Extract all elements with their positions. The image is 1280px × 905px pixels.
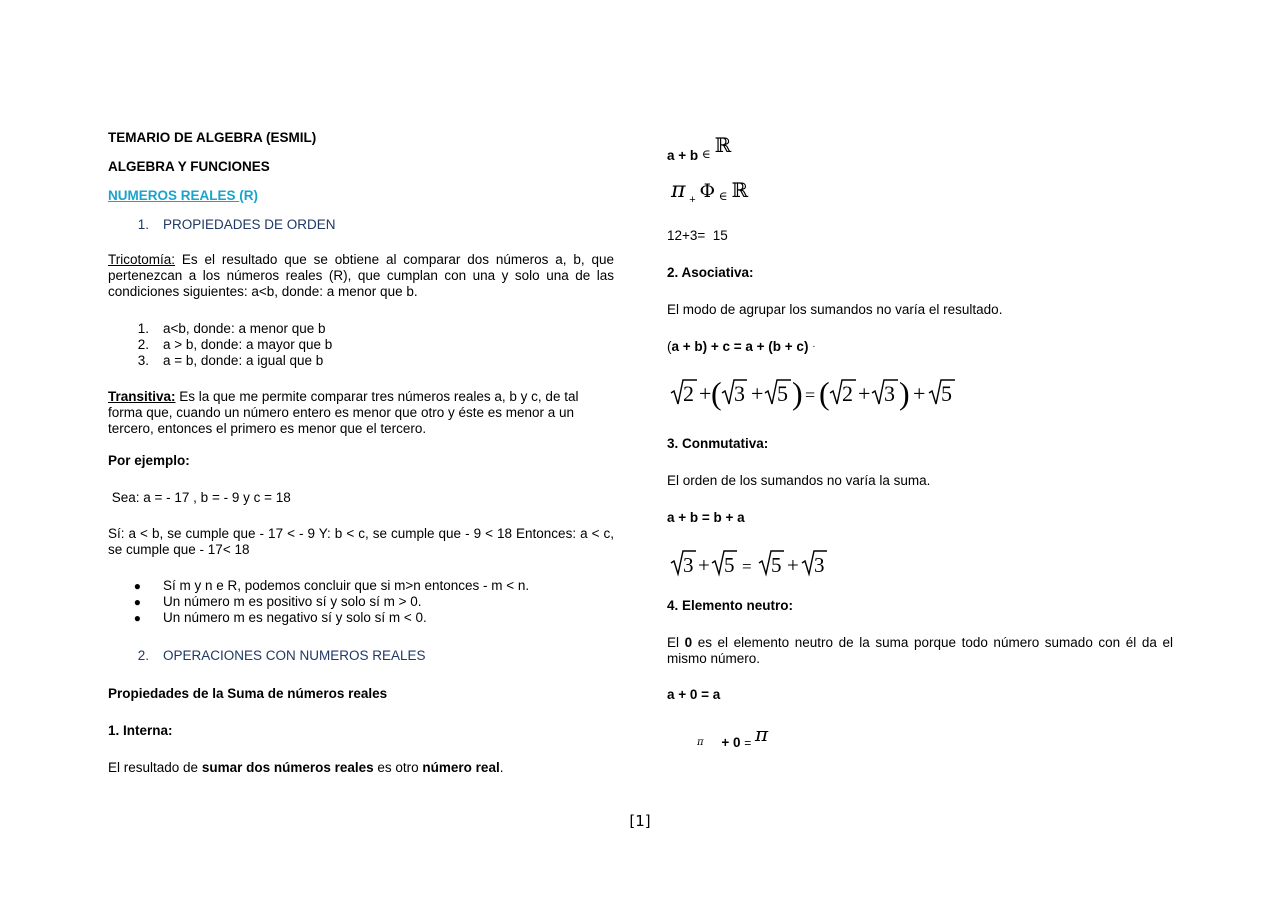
pi-symbol: π xyxy=(755,722,769,746)
svg-text:+: + xyxy=(751,381,764,406)
list-item xyxy=(108,353,332,369)
text-run-bold: número real xyxy=(422,760,500,775)
svg-text:2: 2 xyxy=(842,381,853,406)
conmutativa-text: El orden de los sumandos no varía la suma. xyxy=(667,473,931,488)
svg-text:3: 3 xyxy=(814,553,825,577)
list-item-number: 3. xyxy=(137,353,149,368)
svg-text:(: ( xyxy=(711,375,722,411)
text-run: . xyxy=(499,760,504,775)
svg-text:): ) xyxy=(792,375,803,411)
list-item xyxy=(108,321,332,337)
phi-symbol: Φ xyxy=(699,180,716,202)
bullet-icon: ● xyxy=(133,579,141,593)
formula-paren: ( xyxy=(667,339,672,354)
sqrt-associative-formula xyxy=(667,372,967,414)
asociativa-heading: 2. Asociativa: xyxy=(667,265,754,280)
tricotomia-text: Es el resultado que se obtiene al comparar dos números a, b, que pertenezcan a los números reales (R), que cumplan con una y solo una de las condiciones siguientes: a<b, donde: a menor que b. xyxy=(108,252,614,299)
real-numbers-symbol: ℝ xyxy=(731,178,749,202)
pi-plus-zero-formula xyxy=(697,722,768,750)
bullet-icon: ● xyxy=(133,595,141,609)
interna-heading: 1. Interna: xyxy=(108,723,173,738)
svg-text:5: 5 xyxy=(771,553,782,577)
pi-symbol-small: π xyxy=(697,737,704,748)
svg-text:3: 3 xyxy=(884,381,895,406)
transitiva-paragraph xyxy=(108,389,598,437)
neutro-paragraph xyxy=(667,635,1173,667)
list-item xyxy=(108,337,332,353)
bullet-item xyxy=(108,610,529,626)
sea-text: Sea: a = - 17 , b = - 9 y c = 18 xyxy=(108,490,291,505)
resultado-paragraph xyxy=(108,760,503,775)
bullet-item xyxy=(108,578,529,594)
svg-text:2: 2 xyxy=(683,381,694,406)
svg-text:3: 3 xyxy=(734,381,745,406)
section-link[interactable]: NUMEROS REALES xyxy=(108,188,240,203)
conmutativa-formula: a + b = b + a xyxy=(667,510,745,525)
bullet-item xyxy=(108,594,529,610)
document-title: TEMARIO DE ALGEBRA (ESMIL) xyxy=(108,130,317,145)
bullet-text: Un número m es negativo sí y solo sí m < 0. xyxy=(163,610,427,625)
asociativa-text: El modo de agrupar los sumandos no varía el resultado. xyxy=(667,302,1003,317)
tricotomia-label: Tricotomía: xyxy=(108,252,176,267)
list-item-number: 2. xyxy=(137,337,149,352)
neutro-formula: a + 0 = a xyxy=(667,687,721,702)
asociativa-formula xyxy=(667,339,816,354)
svg-text:+: + xyxy=(858,381,871,406)
ejemplo-label: Por ejemplo: xyxy=(108,453,190,468)
text-run: es el elemento neutro de la suma porque todo número sumado con él da el mismo número. xyxy=(667,635,1173,666)
si-text: Sí: a < b, se cumple que - 17 < - 9 Y: b < c, se cumple que - 9 < 18 Entonces: a < c, se cumple que - 17< 18 xyxy=(108,526,614,557)
conmutativa-heading: 3. Conmutativa: xyxy=(667,436,769,451)
plus-symbol: + xyxy=(689,194,696,206)
svg-text:=: = xyxy=(742,557,752,576)
sqrt-commutative-formula xyxy=(667,546,847,580)
svg-text:3: 3 xyxy=(683,553,694,577)
svg-text:): ) xyxy=(899,375,910,411)
element-of-symbol: ∈ xyxy=(701,147,711,161)
heading-operaciones xyxy=(108,648,426,663)
transitiva-label: Transitiva: xyxy=(108,389,176,404)
heading-text: OPERACIONES CON NUMEROS REALES xyxy=(163,648,426,663)
bullet-list xyxy=(108,578,529,626)
real-numbers-symbol: ℝ xyxy=(714,133,732,157)
heading-text: PROPIEDADES DE ORDEN xyxy=(163,217,336,232)
page-number: [1] xyxy=(629,812,651,830)
formula-text: a + b xyxy=(667,148,699,163)
svg-text:+: + xyxy=(787,553,799,577)
neutro-heading: 4. Elemento neutro: xyxy=(667,598,794,613)
section-numeros-reales[interactable] xyxy=(108,188,258,203)
section-suffix: (R) xyxy=(239,188,259,203)
svg-text:(: ( xyxy=(819,375,830,411)
formula-text: a + b) + c = a + (b + c) xyxy=(671,339,809,354)
svg-text:+: + xyxy=(699,381,712,406)
order-list xyxy=(108,321,332,369)
formula-pi-phi xyxy=(671,178,748,206)
svg-text:5: 5 xyxy=(941,381,952,406)
sum-example: 12+3= 15 xyxy=(667,228,728,243)
tricotomia-paragraph xyxy=(108,252,614,300)
heading-propiedades-orden xyxy=(108,217,336,232)
svg-text:+: + xyxy=(913,381,926,406)
bullet-text: Un número m es positivo sí y solo sí m > 0. xyxy=(163,594,422,609)
text-run: es otro xyxy=(373,760,423,775)
svg-text:5: 5 xyxy=(777,381,788,406)
list-item-number: 1. xyxy=(137,321,149,336)
document-subtitle: ALGEBRA Y FUNCIONES xyxy=(108,159,270,174)
list-item-text: a > b, donde: a mayor que b xyxy=(163,337,333,352)
text-run-bold: sumar dos números reales xyxy=(201,760,374,775)
formula-dot: · xyxy=(812,341,816,352)
formula-text: + 0 xyxy=(721,735,741,750)
propiedades-suma-heading: Propiedades de la Suma de números reales xyxy=(108,686,388,701)
formula-ab-in-r xyxy=(667,133,731,163)
list-item-text: a = b, donde: a igual que b xyxy=(163,353,324,368)
transitiva-text: Es la que me permite comparar tres números reales a, b y c, de tal forma que, cuando un número entero es menor que otro y éste es menor a un tercero, entonces el primero es menor que el tercero. xyxy=(108,389,579,436)
heading-number: 1. xyxy=(137,217,149,232)
pi-symbol: π xyxy=(671,178,686,203)
svg-text:=: = xyxy=(805,385,816,405)
text-run-bold: 0 xyxy=(684,635,693,650)
heading-number: 2. xyxy=(137,648,149,663)
equals-symbol: = xyxy=(744,736,752,750)
text-run: El resultado de xyxy=(108,760,202,775)
bullet-icon: ● xyxy=(133,611,141,625)
list-item-text: a<b, donde: a menor que b xyxy=(163,321,326,336)
bullet-text: Sí m y n e R, podemos concluir que si m>n entonces - m < n. xyxy=(163,578,530,593)
element-of-symbol: ∈ xyxy=(718,189,728,203)
text-run: El xyxy=(667,635,685,650)
svg-text:+: + xyxy=(698,553,710,577)
svg-text:5: 5 xyxy=(724,553,735,577)
